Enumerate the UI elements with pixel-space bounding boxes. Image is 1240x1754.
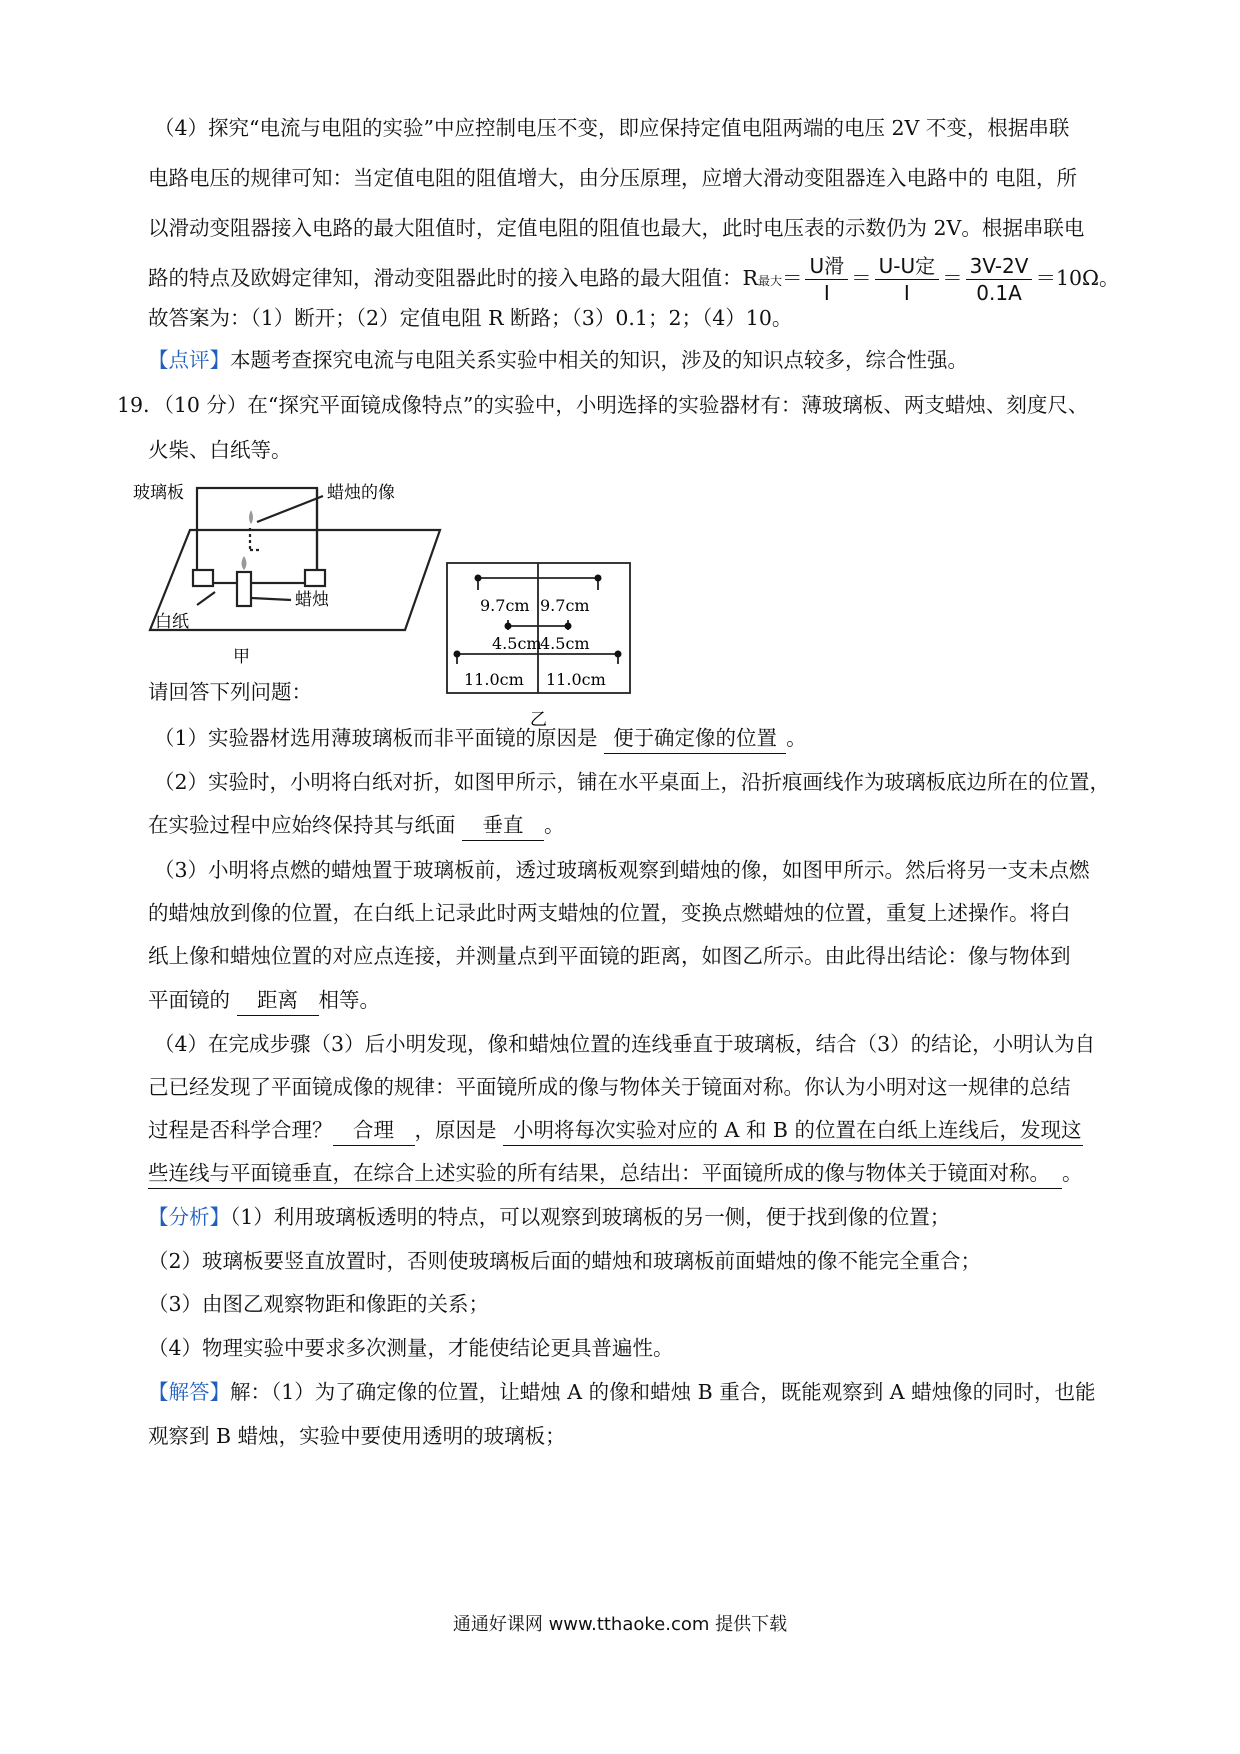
p4-line-4 bbox=[148, 252, 1138, 307]
answer-3-blank: 距离 bbox=[237, 985, 319, 1016]
distance-3-right: 11.0cm bbox=[546, 670, 606, 689]
solution-text-1: 解：（1）为了确定像的位置，让蜡烛 A 的像和蜡烛 B 重合，既能观察到 A 蜡烛像的同时，也能 bbox=[230, 1380, 1096, 1404]
p4-line-3: 以滑动变阻器接入电路的最大阻值时，定值电阻的阻值也最大，此时电压表的示数仍为 2V。根据串联电 bbox=[148, 216, 1085, 240]
fraction-2-numerator: U-U定 bbox=[875, 253, 940, 280]
sub-question-3-line-4 bbox=[148, 985, 1138, 1016]
formula-subscript: 最大 bbox=[757, 274, 782, 288]
review-line bbox=[148, 345, 1138, 375]
answer-summary: 故答案为：（1）断开；（2）定值电阻 R 断路；（3）0.1；2；（4）10。 bbox=[148, 306, 793, 330]
answer-4b-blank-part2: 些连线与平面镜垂直，在综合上述实验的所有结果，总结出：平面镜所成的像与物体关于镜面对称。 bbox=[148, 1158, 1062, 1189]
formula-result: ＝10Ω。 bbox=[1035, 266, 1120, 290]
sub-question-2-line-2 bbox=[148, 810, 1138, 841]
distance-2-right: 4.5cm bbox=[540, 634, 590, 653]
fraction-2-denominator: I bbox=[903, 281, 910, 305]
candle-flame-icon bbox=[242, 556, 247, 570]
fraction-3-denominator: 0.1A bbox=[976, 281, 1022, 305]
answer-4b-blank-part1: 小明将每次实验对应的 A 和 B 的位置在白纸上连线后，发现这 bbox=[503, 1115, 1083, 1146]
sub-question-1-end: 。 bbox=[786, 726, 807, 750]
question-19-line-1: 19．（10 分）在“探究平面镜成像特点”的实验中，小明选择的实验器材有：薄玻璃板、两支蜡烛、刻度尺、 bbox=[117, 393, 1089, 417]
p4-line-2: 电路电压的规律可知：当定值电阻的阻值增大，由分压原理，应增大滑动变阻器连入电路中的 电阻，所 bbox=[148, 166, 1078, 190]
sub-question-4-line-4 bbox=[148, 1158, 1138, 1189]
solution-line-1 bbox=[148, 1377, 1138, 1407]
sub-question-4-line-1: （4）在完成步骤（3）后小明发现，像和蜡烛位置的连线垂直于玻璃板，结合（3）的结论，小明认为自 bbox=[154, 1032, 1096, 1056]
equals-2: ＝ bbox=[851, 266, 872, 290]
sub-question-4-line-3 bbox=[148, 1115, 1138, 1146]
candle-image-flame-icon bbox=[249, 510, 253, 524]
page-footer: 通通好课网 www.tthaoke.com 提供下载 bbox=[452, 1614, 788, 1635]
figure-a-caption: 甲 bbox=[233, 647, 250, 667]
analysis-line-1 bbox=[148, 1202, 1138, 1232]
formula-lead-text: 路的特点及欧姆定律知，滑动变阻器此时的接入电路的最大阻值：R bbox=[148, 266, 758, 290]
analysis-text-1: （1）利用玻璃板透明的特点，可以观察到玻璃板的另一侧，便于找到像的位置； bbox=[230, 1205, 951, 1229]
p4-line-1: （4）探究“电流与电阻的实验”中应控制电压不变，即应保持定值电阻两端的电压 2V 不变，根据串联 bbox=[154, 116, 1070, 140]
answer-4a-blank: 合理 bbox=[333, 1115, 415, 1146]
label-white-paper: 白纸 bbox=[155, 612, 189, 632]
fraction-1-numerator: U滑 bbox=[805, 253, 848, 280]
distance-3-left: 11.0cm bbox=[464, 670, 524, 689]
sub-question-2-line-1: （2）实验时，小明将白纸对折，如图甲所示，铺在水平桌面上，沿折痕画线作为玻璃板底边所在的位置， bbox=[154, 770, 1111, 794]
label-candle: 蜡烛 bbox=[295, 590, 329, 610]
sub-question-4-end: 。 bbox=[1062, 1161, 1083, 1185]
figure-a-mirror-setup bbox=[133, 480, 445, 670]
analysis-tag: 【分析】 bbox=[148, 1205, 230, 1229]
sub-question-1-text: （1）实验器材选用薄玻璃板而非平面镜的原因是 bbox=[154, 726, 605, 750]
sub-question-3-line-1: （3）小明将点燃的蜡烛置于玻璃板前，透过玻璃板观察到蜡烛的像，如图甲所示。然后将另一支未点燃 bbox=[154, 858, 1090, 882]
sub-question-4-text: 过程是否科学合理？ bbox=[148, 1118, 333, 1142]
fraction-3-numerator: 3V-2V bbox=[966, 253, 1033, 280]
sub-question-3-line-3: 纸上像和蜡烛位置的对应点连接，并测量点到平面镜的距离，如图乙所示。由此得出结论：像与物体到 bbox=[148, 944, 1071, 968]
sub-question-2-end: 。 bbox=[544, 813, 565, 837]
label-glass-plate: 玻璃板 bbox=[133, 483, 184, 503]
review-text: 本题考查探究电流与电阻关系实验中相关的知识，涉及的知识点较多，综合性强。 bbox=[230, 348, 968, 372]
sub-question-2-text: 在实验过程中应始终保持其与纸面 bbox=[148, 813, 463, 837]
sub-question-4-line-2: 己已经发现了平面镜成像的规律：平面镜所成的像与物体关于镜面对称。你认为小明对这一规律的总结 bbox=[148, 1075, 1071, 1099]
review-tag: 【点评】 bbox=[148, 348, 230, 372]
distance-2-left: 4.5cm bbox=[492, 634, 542, 653]
solution-line-2: 观察到 B 蜡烛，实验中要使用透明的玻璃板； bbox=[148, 1424, 566, 1448]
fraction-3 bbox=[966, 253, 1033, 306]
figure-b-caption: 乙 bbox=[530, 710, 547, 730]
sub-question-3-end: 相等。 bbox=[318, 988, 381, 1012]
prompt-line: 请回答下列问题： bbox=[148, 680, 312, 704]
fraction-1-denominator: I bbox=[823, 281, 830, 305]
analysis-line-3: （3）由图乙观察物距和像距的关系； bbox=[148, 1292, 490, 1316]
analysis-line-2: （2）玻璃板要竖直放置时，否则使玻璃板后面的蜡烛和玻璃板前面蜡烛的像不能完全重合； bbox=[148, 1249, 982, 1273]
answer-2-blank: 垂直 bbox=[462, 810, 544, 841]
answer-1-blank: 便于确定像的位置 bbox=[604, 723, 786, 754]
analysis-line-4: （4）物理实验中要求多次测量，才能使结论更具普遍性。 bbox=[148, 1336, 674, 1360]
fraction-1 bbox=[805, 253, 848, 306]
sub-question-3-text: 平面镜的 bbox=[148, 988, 237, 1012]
equals-3: ＝ bbox=[942, 266, 963, 290]
distance-1-left: 9.7cm bbox=[480, 596, 530, 615]
label-candle-image: 蜡烛的像 bbox=[327, 483, 395, 503]
fraction-2 bbox=[875, 253, 940, 306]
sub-question-4-mid: ，原因是 bbox=[414, 1118, 504, 1142]
equals-1: ＝ bbox=[781, 266, 803, 290]
sub-question-3-line-2: 的蜡烛放到像的位置，在白纸上记录此时两支蜡烛的位置，变换点燃蜡烛的位置，重复上述操作。将白 bbox=[148, 901, 1071, 925]
question-19-line-2: 火柴、白纸等。 bbox=[148, 438, 292, 462]
distance-1-right: 9.7cm bbox=[540, 596, 590, 615]
sub-question-1 bbox=[154, 723, 1144, 754]
solution-tag: 【解答】 bbox=[148, 1380, 230, 1404]
